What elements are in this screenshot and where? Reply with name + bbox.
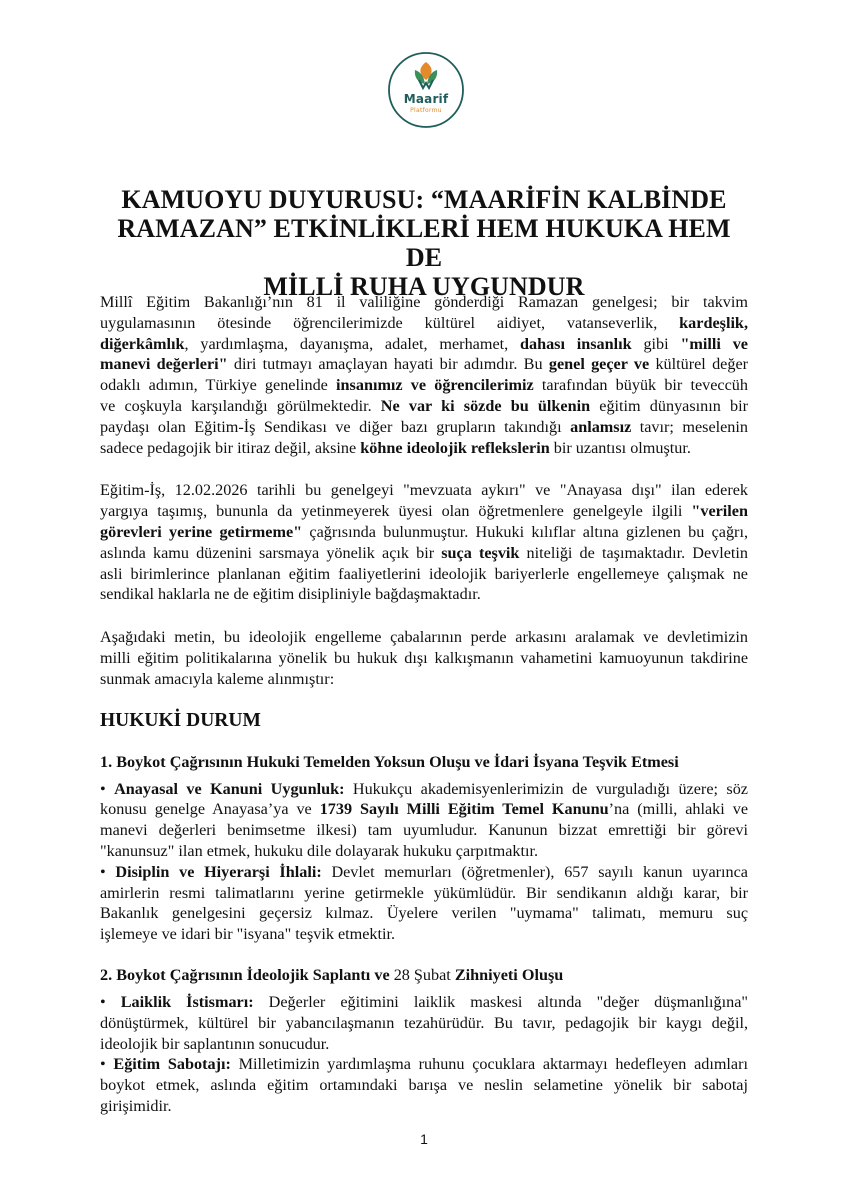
text-line <box>100 292 748 313</box>
title-line: MİLLİ RUHA UYGUNDUR <box>263 272 585 301</box>
bold-text: Disiplin ve Hiyerarşi İhlali: <box>115 862 322 881</box>
text-run: aslında kamu düzenini sarsmaya yönelik açık bir <box>100 543 442 562</box>
text-run: konusu genelge Anayasa’ya ve <box>100 800 320 819</box>
page-number: 1 <box>420 1131 428 1147</box>
text-line <box>100 501 748 522</box>
document-title <box>100 185 748 301</box>
text-line <box>100 648 748 669</box>
bold-text: 2. Boykot Çağrısının İdeolojik Saplantı ve <box>100 965 394 984</box>
intro-paragraph-2 <box>100 480 748 605</box>
text-run: ve coşkuyla karşılandığı görülmektedir. <box>100 396 381 415</box>
text-line <box>100 799 748 820</box>
text-line <box>100 564 748 585</box>
logo-name: Maarif <box>403 92 449 106</box>
bold-text: diğerkâmlık <box>100 334 185 353</box>
intro-paragraph-1 <box>100 292 748 458</box>
text-run: Değerler eğitimini laiklik maskesi altında "değer düşmanlığına" <box>253 992 749 1011</box>
bold-text: Eğitim Sabotajı: <box>113 1055 231 1074</box>
text-line <box>100 1034 748 1055</box>
text-line <box>100 417 748 438</box>
text-run: sadece pedagojik bir itiraz değil, aksine <box>100 438 361 457</box>
text-run: çağrısında bulunmuştur. Hukuki kılıflar altına gizlenen bu çağrı, <box>302 522 748 541</box>
bold-text: "verilen <box>691 502 748 521</box>
bullet-constitutional-compliance <box>100 779 748 862</box>
text-run: • <box>100 992 121 1011</box>
text-run: • <box>100 862 116 881</box>
bold-text: anlamsız <box>570 417 632 436</box>
text-line <box>100 779 748 800</box>
text-run: 28 Şubat <box>393 965 451 984</box>
text-run: tavır; meselenin <box>631 417 748 436</box>
text-run: Eğitim-İş, 12.02.2026 tarihli bu genelgeyi "mevzuata aykırı" ve "Anayasa dışı" ilan ederek <box>100 481 748 500</box>
bold-text: insanımız ve öğrencilerimiz <box>336 376 534 395</box>
logo-subtitle: Platformu <box>410 107 442 114</box>
text-run: odaklı adımın, Türkiye genelinde <box>100 376 337 395</box>
subsection-2-title <box>100 965 748 986</box>
bold-text: köhne ideolojik reflekslerin <box>360 438 550 457</box>
text-run: ideolojik bir saplantının sonucudur. <box>100 1034 330 1053</box>
intro-paragraph-3 <box>100 627 748 689</box>
section-heading-legal: HUKUKİ DURUM <box>100 709 261 731</box>
text-run: Aşağıdaki metin, bu ideolojik engelleme çabalarının perde arkasını aralamak ve devletimizin <box>100 628 748 647</box>
text-run: milli eğitim politikalarına yönelik bu hukuk dışı kalkışmanın vahametini kamuoyunun takdirine <box>100 648 748 667</box>
text-line <box>100 903 748 924</box>
text-run: Devlet memurları (öğretmenler), 657 sayılı kanun uyarınca <box>321 862 748 881</box>
bold-text: Anayasal ve Kanuni Uygunluk: <box>114 779 345 798</box>
bold-text: Ne var ki sözde bu ülkenin <box>380 396 591 415</box>
text-run: uygulamasının ötesinde öğrencilerimizde kültürel aidiyet, vatanseverlik, <box>100 313 680 332</box>
text-line <box>100 1013 748 1034</box>
text-run: sendikal haklarla ne de eğitim disipliniyle bağdaşmaktadır. <box>100 585 481 604</box>
text-run: "kanunsuz" ilan etmek, hukuku dile dolayarak hukuku çarpıtmaktır. <box>100 841 539 860</box>
bold-text: 1739 Sayılı Milli Eğitim Temel Kanunu <box>319 800 609 819</box>
text-run: bir uzantısı olmuştur. <box>549 438 691 457</box>
text-run: asli birimlerince planlanan eğitim faaliyetlerini ideolojik bariyerlerle engellemeye çalışmak ne <box>100 564 748 583</box>
bold-text: Zihniyeti Oluşu <box>450 965 564 984</box>
title-line: KAMUOYU DUYURUSU: “MAARİFİN KALBİNDE <box>121 185 727 214</box>
text-run: diri tutmayı amaçlayan hayati bir adımdır. Bu <box>227 355 549 374</box>
text-run: gibi <box>631 334 681 353</box>
bold-text: dahası insanlık <box>519 334 632 353</box>
bold-text: görevleri yerine getirmeme" <box>100 522 303 541</box>
text-run: Millî Eğitim Bakanlığı’nın 81 il valiliğine gönderdiği Ramazan genelgesi; bir takvim <box>100 293 748 311</box>
text-line <box>100 820 748 841</box>
text-line <box>100 480 748 501</box>
text-run: ’na (milli, ahlaki ve <box>608 800 748 819</box>
text-line <box>100 354 748 375</box>
text-run: sunmak amacıyla kaleme alınmıştır: <box>100 669 335 688</box>
bullet-secularism-exploitation <box>100 992 748 1054</box>
bold-text: "milli ve <box>680 334 748 353</box>
bold-text: kardeşlik, <box>679 313 748 332</box>
text-run: Hukukçu akademisyenlerimizin de vurguladığı üzere; söz <box>344 779 748 798</box>
text-run: dönüştürmek, kültürel bir yabancılaşmanın tezahürüdür. Bu tavır, pedagojik bir kaygı değil, <box>100 1013 748 1032</box>
bold-text: manevi değerleri" <box>100 355 228 374</box>
text-line <box>100 584 748 605</box>
text-line <box>100 396 748 417</box>
text-line <box>100 862 748 883</box>
text-run: amirlerin resmi talimatlarını yerine getirmekle yükümlüdür. Bir sendikanın aldığı karar, bir <box>100 883 748 902</box>
bullet-education-sabotage <box>100 1054 748 1116</box>
text-run: kültürel değer <box>649 355 749 374</box>
text-line <box>100 669 748 690</box>
text-line <box>100 1075 748 1096</box>
text-line <box>100 334 748 355</box>
text-line <box>100 1096 748 1117</box>
text-line <box>100 313 748 334</box>
maarif-platformu-logo <box>386 50 466 130</box>
bullet-discipline-violation <box>100 862 748 945</box>
text-run: işlemeye ve idari bir "isyana" teşvik etmektir. <box>100 925 396 944</box>
text-line <box>100 438 748 459</box>
text-line <box>100 627 748 648</box>
text-line <box>100 883 748 904</box>
text-run: , yardımlaşma, dayanışma, adalet, merhamet, <box>184 334 520 353</box>
logo-ring-icon <box>386 50 466 130</box>
text-run: • <box>100 1055 114 1074</box>
text-run: girişimidir. <box>100 1096 172 1115</box>
bold-text: Laiklik İstismarı: <box>120 992 254 1011</box>
text-run: • <box>100 779 115 798</box>
text-run: tarafından büyük bir teveccüh <box>533 376 748 395</box>
text-run: niteliği de taşımaktadır. Devletin <box>519 543 749 562</box>
text-line <box>100 375 748 396</box>
title-line: RAMAZAN” ETKİNLİKLERİ HEM HUKUKA HEM DE <box>117 214 731 272</box>
text-line <box>100 841 748 862</box>
text-line <box>100 924 748 945</box>
text-line <box>100 543 748 564</box>
bold-text: suça teşvik <box>441 543 520 562</box>
text-run: manevi değerleri benimsetme ilkesi) tam uyumludur. Kanunun bizzat emrettiği bir görevi <box>100 821 748 840</box>
text-run: boykot etmek, aslında eğitim ortamındaki barışa ve neslin selametine yönelik bir sabotaj <box>100 1076 748 1095</box>
text-line <box>100 992 748 1013</box>
document-body <box>100 292 748 1117</box>
text-run: yargıya taşımış, bununla da yetinmeyerek üyesi olan öğretmenlere genelgeyle ilgili <box>100 502 692 521</box>
text-run: Bakanlık genelgesini geçersiz kılmaz. Üyelere verilen "uymama" talimatı, memuru suç <box>100 904 748 923</box>
text-run: eğitim dünyasının bir <box>590 396 748 415</box>
text-line <box>100 1054 748 1075</box>
bold-text: genel geçer ve <box>548 355 650 374</box>
subsection-1-title: 1. Boykot Çağrısının Hukuki Temelden Yoksun Oluşu ve İdari İsyana Teşvik Etmesi <box>100 752 679 771</box>
text-line <box>100 522 748 543</box>
text-run: paydaşı olan Eğitim-İş Sendikası ve diğer bazı grupların takındığı <box>100 417 571 436</box>
text-run: Milletimizin yardımlaşma ruhunu çocuklara aktarmayı hedefleyen adımları <box>230 1055 749 1074</box>
